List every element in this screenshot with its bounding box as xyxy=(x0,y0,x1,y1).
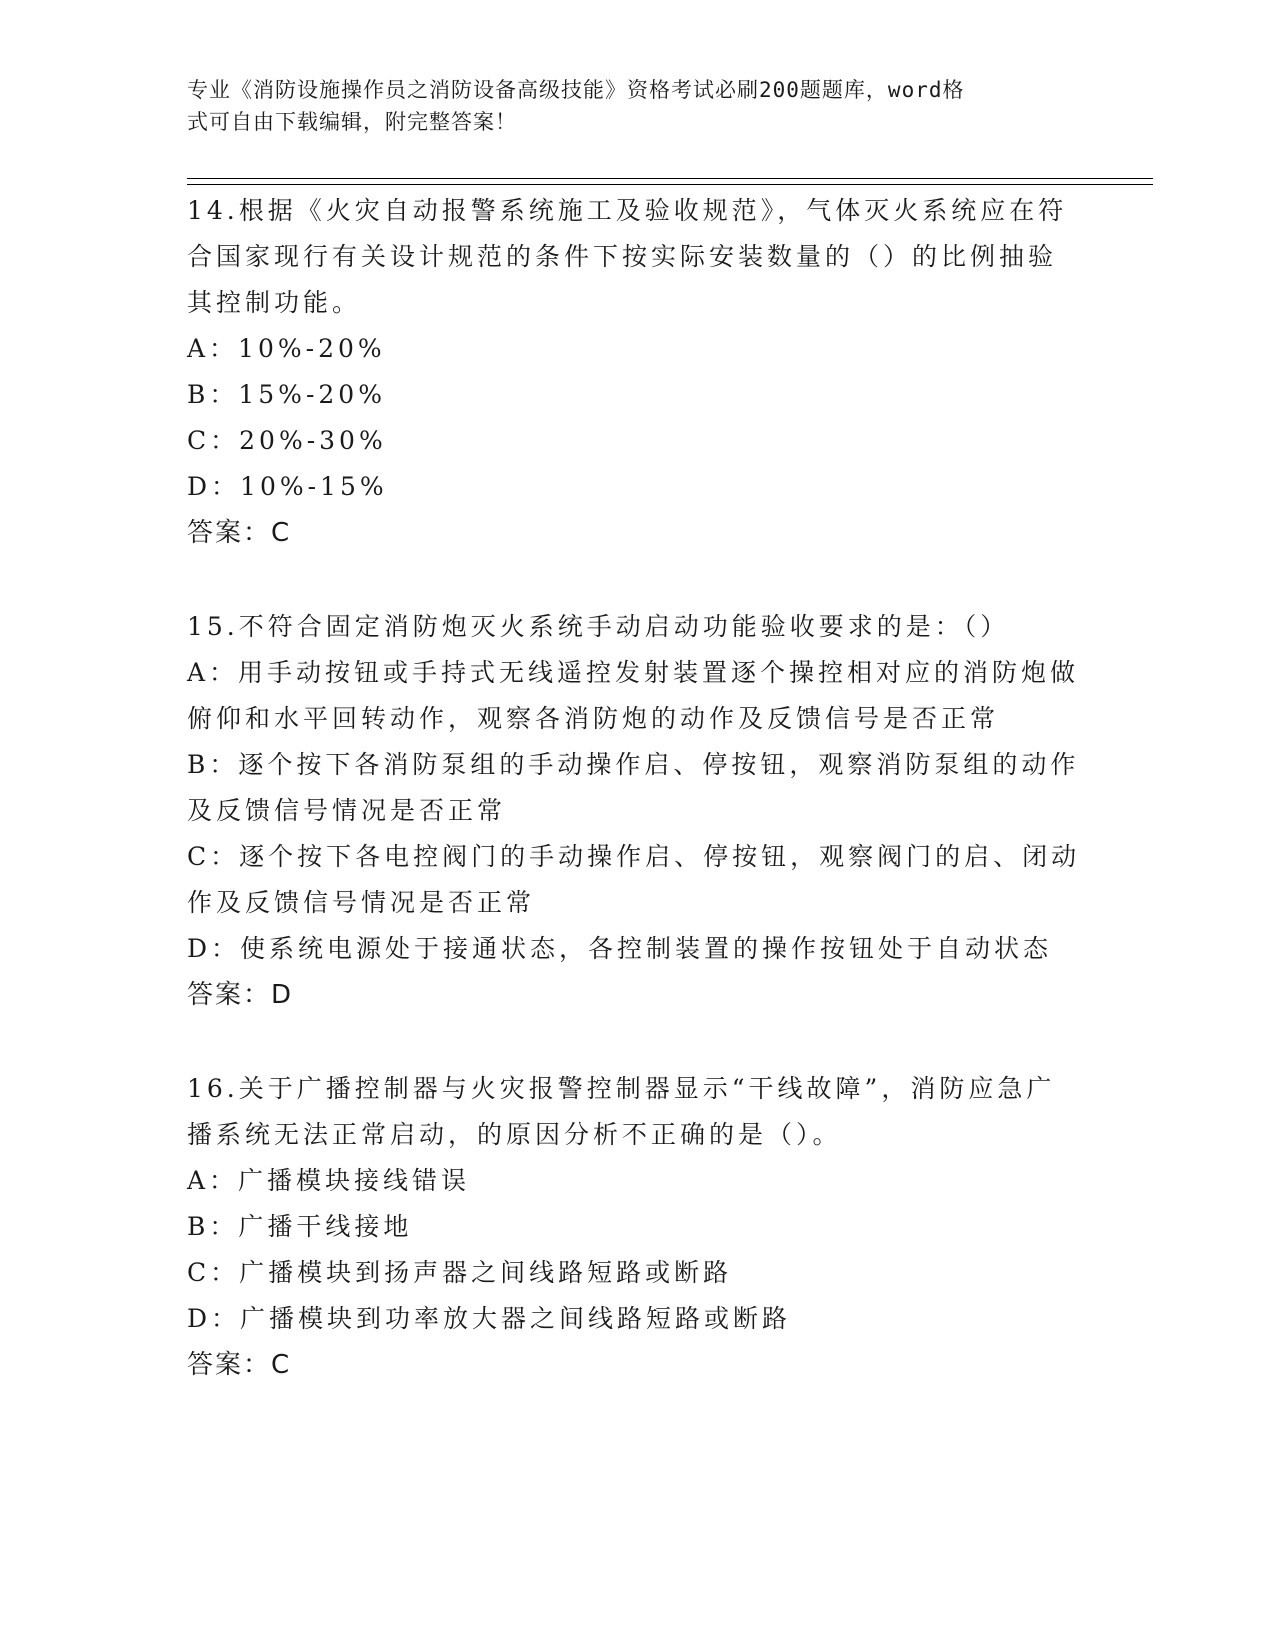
option-d: D：10%-15% xyxy=(187,472,388,501)
option-c: C：20%-30% xyxy=(187,426,387,455)
option-d: D：广播模块到功率放大器之间线路短路或断路 xyxy=(187,1304,792,1333)
option-b: B：广播干线接地 xyxy=(187,1212,413,1241)
question-stem-line: 播系统无法正常启动，的原因分析不正确的是（）。 xyxy=(187,1120,842,1149)
question-15 xyxy=(187,604,1087,1018)
option-d: D：使系统电源处于接通状态，各控制装置的操作按钮处于自动状态 xyxy=(187,934,1053,963)
option-c: C：广播模块到扬声器之间线路短路或断路 xyxy=(187,1258,733,1287)
header-divider-top xyxy=(187,178,1153,179)
question-list xyxy=(187,188,1087,1388)
answer: 答案：D xyxy=(187,980,294,1010)
option-a: A：用手动按钮或手持式无线遥控发射装置逐个操控相对应的消防炮做 xyxy=(187,658,1080,687)
header-line-2: 式可自由下载编辑，附完整答案！ xyxy=(187,110,517,134)
answer: 答案：C xyxy=(187,518,292,548)
header-divider-bottom xyxy=(187,184,1153,185)
question-stem-line: 16.关于广播控制器与火灾报警控制器显示“干线故障”，消防应急广 xyxy=(187,1074,1056,1103)
option-a: A：广播模块接线错误 xyxy=(187,1166,471,1195)
question-stem-line: 其控制功能。 xyxy=(187,288,362,317)
document-header xyxy=(187,74,1067,138)
option-b: B：15%-20% xyxy=(187,380,386,409)
option-b: B：逐个按下各消防泵组的手动操作启、停按钮，观察消防泵组的动作 xyxy=(187,750,1080,779)
option-c-continued: 作及反馈信号情况是否正常 xyxy=(187,888,536,917)
question-stem-line: 15.不符合固定消防炮灭火系统手动启动功能验收要求的是：（） xyxy=(187,612,1010,641)
question-14 xyxy=(187,188,1087,556)
question-stem-line: 14.根据《火灾自动报警系统施工及验收规范》，气体灭火系统应在符 xyxy=(187,196,1068,225)
question-stem-line: 合国家现行有关设计规范的条件下按实际安装数量的（）的比例抽验 xyxy=(187,242,1058,271)
header-line-1: 专业《消防设施操作员之消防设备高级技能》资格考试必刷200题题库，word格 xyxy=(187,78,965,102)
option-a-continued: 俯仰和水平回转动作，观察各消防炮的动作及反馈信号是否正常 xyxy=(187,704,1000,733)
option-a: A：10%-20% xyxy=(187,334,386,363)
option-c: C：逐个按下各电控阀门的手动操作启、停按钮，观察阀门的启、闭动 xyxy=(187,842,1081,871)
answer: 答案：C xyxy=(187,1350,292,1380)
option-b-continued: 及反馈信号情况是否正常 xyxy=(187,796,507,825)
question-16 xyxy=(187,1066,1087,1388)
